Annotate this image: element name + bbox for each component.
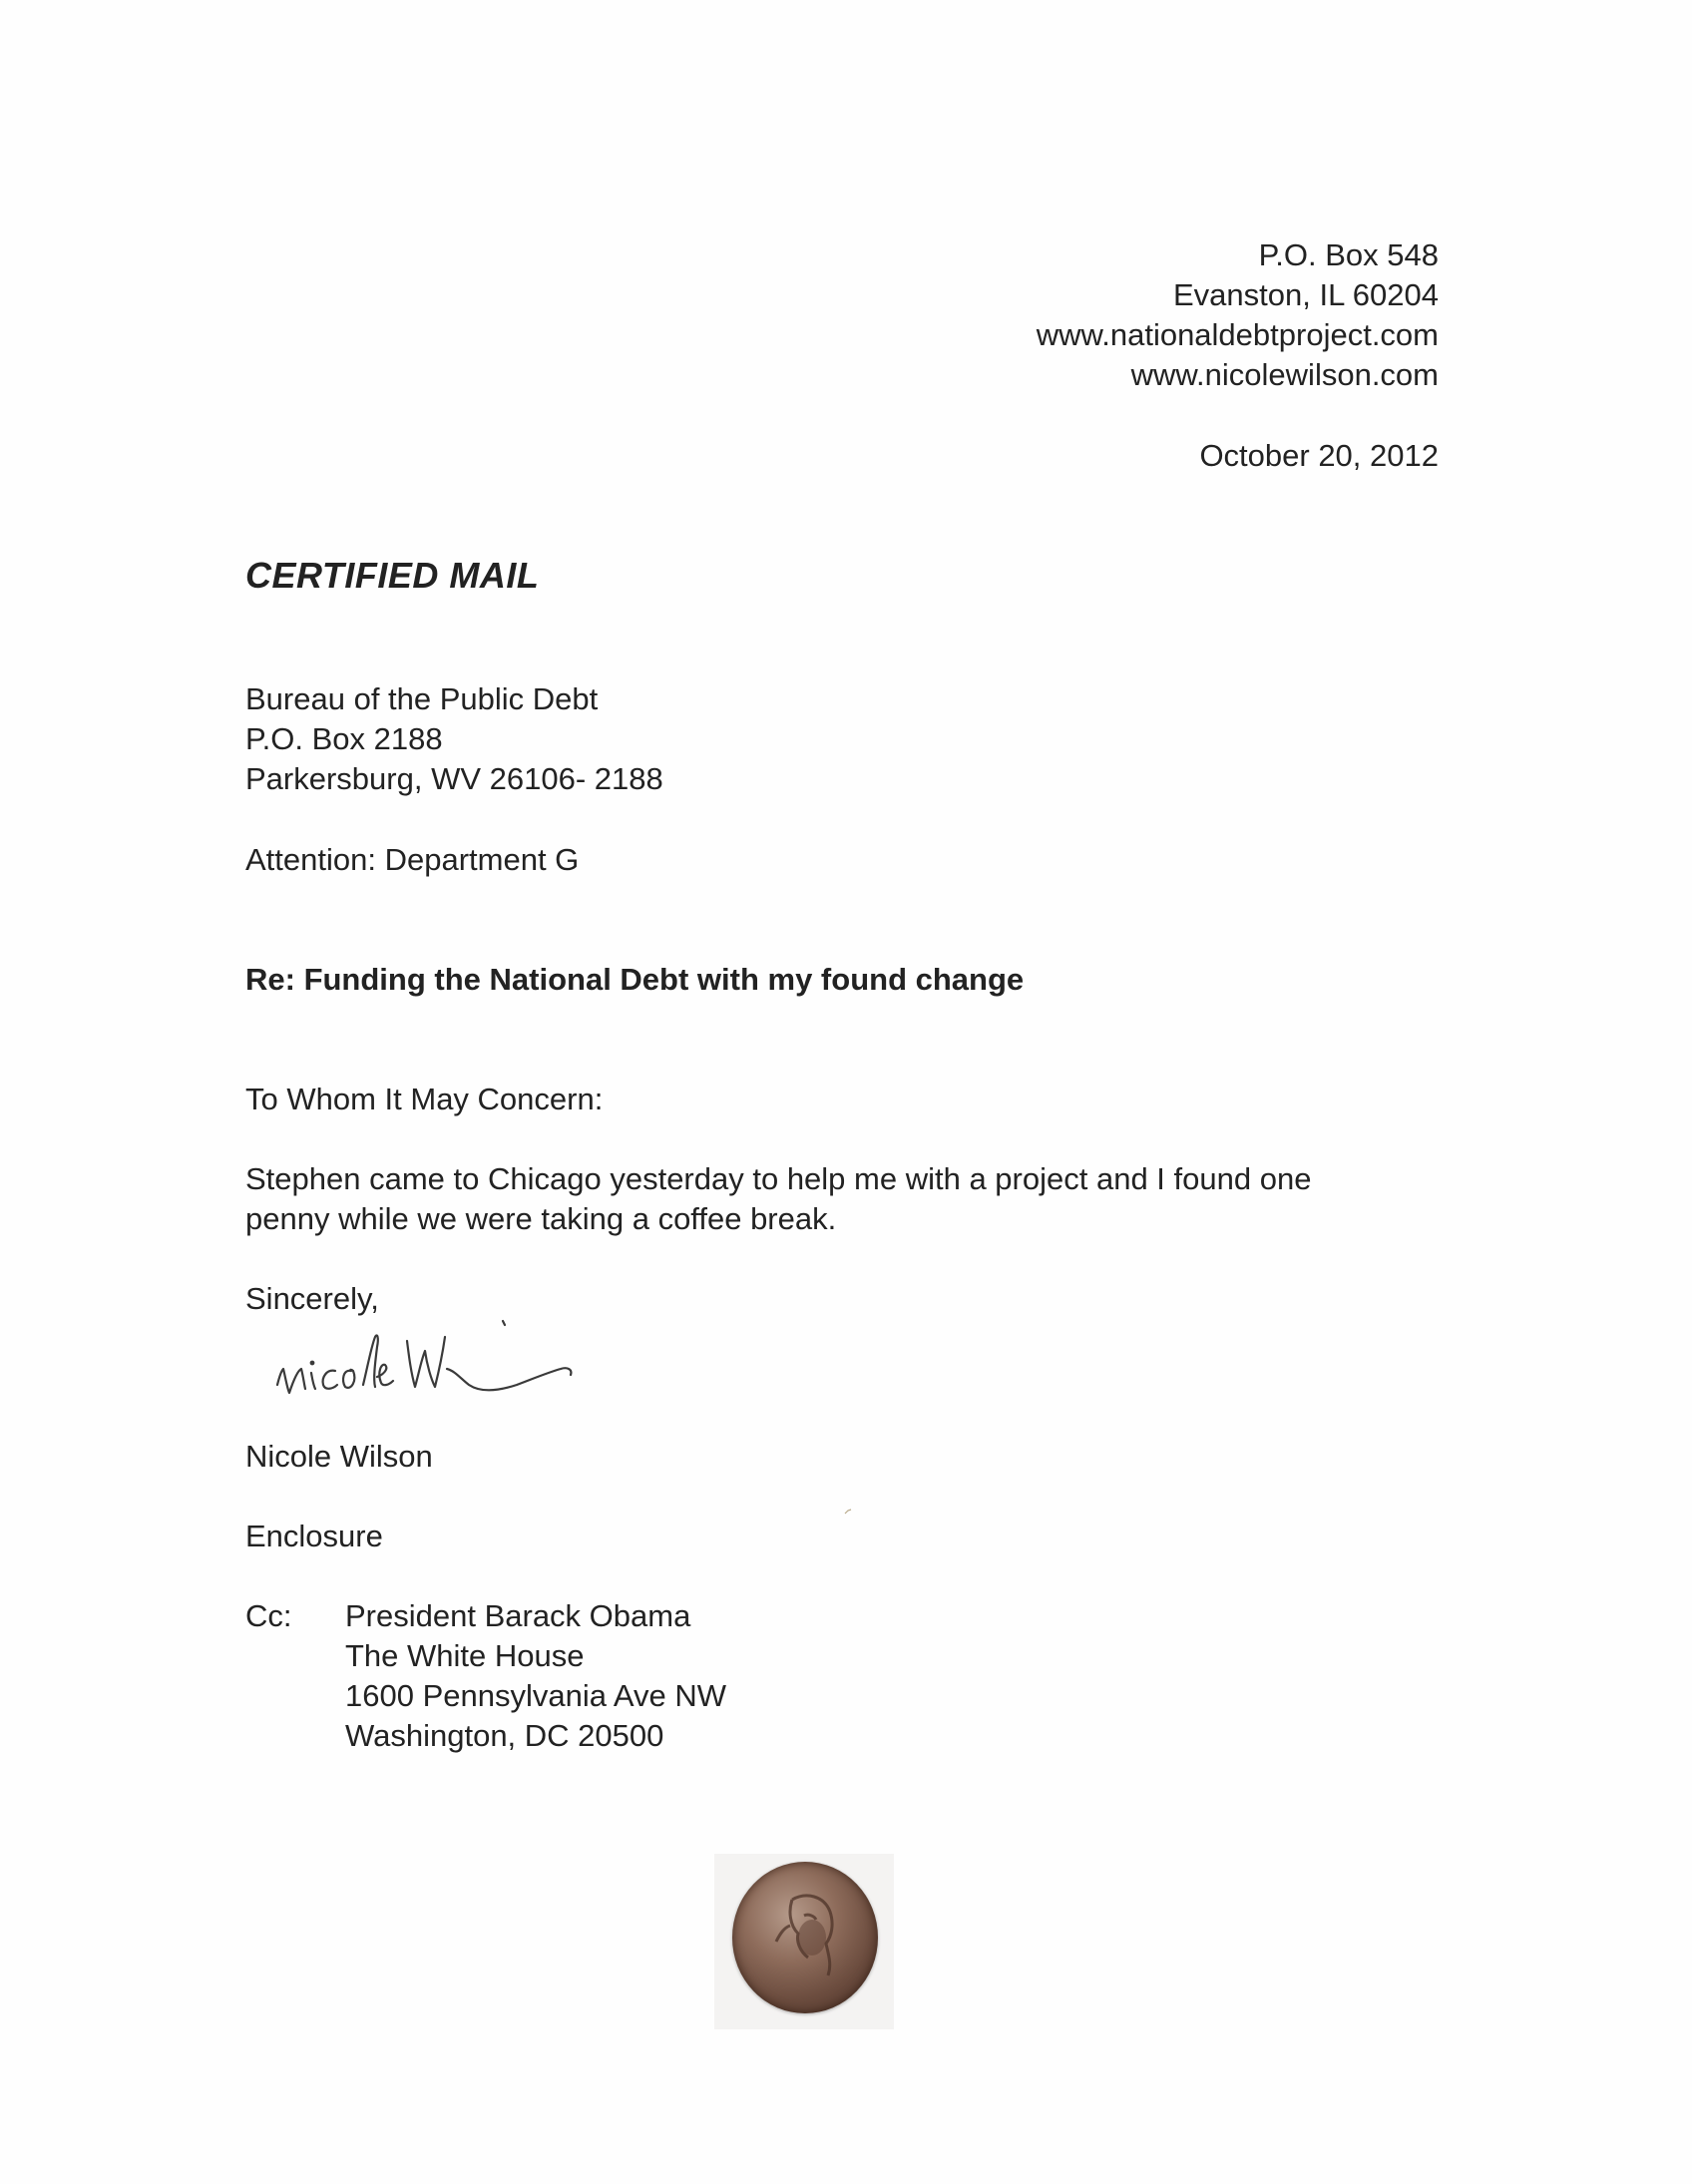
recipient-address bbox=[245, 679, 663, 799]
sender-line-city: Evanston, IL 60204 bbox=[1173, 277, 1439, 312]
sender-line-website-project: www.nationaldebtproject.com bbox=[1036, 317, 1439, 352]
signer-name: Nicole Wilson bbox=[245, 1439, 433, 1474]
body-line-1: Stephen came to Chicago yesterday to help me with a project and I found one bbox=[245, 1161, 1312, 1196]
cc-line-name: President Barack Obama bbox=[345, 1598, 691, 1633]
cc-line-street: 1600 Pennsylvania Ave NW bbox=[345, 1678, 726, 1713]
enclosure-note: Enclosure bbox=[245, 1519, 383, 1553]
attention-line: Attention: Department G bbox=[245, 842, 580, 877]
penny-coin-image bbox=[732, 1862, 878, 2013]
sender-line-website-personal: www.nicolewilson.com bbox=[1130, 357, 1439, 392]
lincoln-profile-icon bbox=[762, 1882, 852, 1991]
letter-date: October 20, 2012 bbox=[1199, 438, 1439, 473]
cc-recipient bbox=[345, 1596, 726, 1756]
handwritten-signature bbox=[271, 1307, 611, 1417]
body-line-2: penny while we were taking a coffee break. bbox=[245, 1201, 837, 1236]
letter-body bbox=[245, 1159, 1443, 1239]
salutation: To Whom It May Concern: bbox=[245, 1082, 604, 1116]
cc-line-city: Washington, DC 20500 bbox=[345, 1718, 664, 1753]
certified-mail-label: CERTIFIED MAIL bbox=[245, 555, 540, 596]
closing: Sincerely, bbox=[245, 1281, 379, 1316]
enclosed-penny-tape bbox=[714, 1854, 894, 2029]
paper-speck bbox=[844, 1509, 852, 1515]
recipient-line-po-box: P.O. Box 2188 bbox=[245, 721, 443, 756]
recipient-line-name: Bureau of the Public Debt bbox=[245, 681, 599, 716]
cc-line-org: The White House bbox=[345, 1638, 585, 1673]
sender-line-po-box: P.O. Box 548 bbox=[1258, 237, 1439, 272]
sender-address bbox=[1037, 235, 1439, 395]
recipient-line-city: Parkersburg, WV 26106- 2188 bbox=[245, 761, 663, 796]
cc-label: Cc: bbox=[245, 1598, 292, 1633]
subject-line: Re: Funding the National Debt with my found change bbox=[245, 962, 1025, 997]
